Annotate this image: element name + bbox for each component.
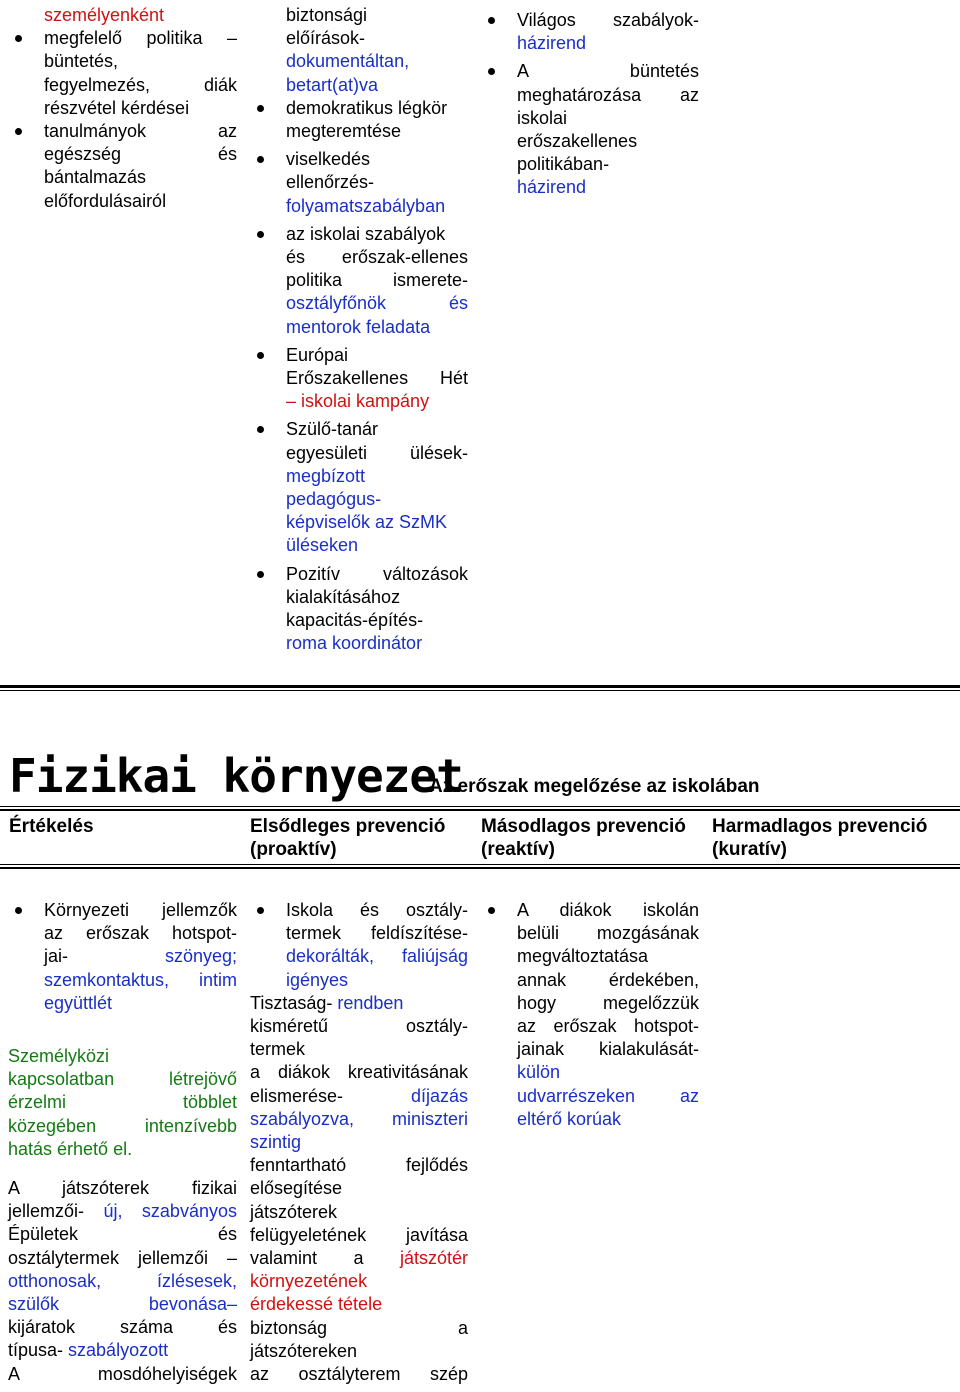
- header-label: Elsődleges prevenció: [250, 816, 446, 837]
- bullet-icon: [488, 17, 495, 24]
- list-item: [250, 344, 468, 414]
- text-line: A játszóterek fizikai: [8, 1178, 237, 1199]
- bullet-icon: [257, 105, 264, 112]
- text-line: osztályfőnök és: [286, 293, 468, 314]
- text-line: játszóterek: [250, 1201, 338, 1222]
- text-line: Erőszakellenes Hét: [286, 368, 468, 389]
- text-line: biztonsági: [286, 5, 368, 25]
- text-line: pedagógus-: [286, 489, 382, 510]
- section-title: Fizikai környezet: [9, 749, 463, 803]
- header-label: (reaktív): [481, 839, 555, 860]
- paragraph: [250, 992, 468, 1386]
- text-line: külön: [517, 1062, 561, 1083]
- column-header-primary: [250, 815, 445, 861]
- text-line: hatás érhető el.: [8, 1138, 133, 1159]
- bullet-icon: [257, 231, 264, 238]
- text-segment: típusa-: [8, 1340, 69, 1361]
- text-line: közegében intenzívebb: [8, 1115, 237, 1136]
- bullet-icon: [488, 68, 495, 75]
- text-line: Európai: [286, 344, 349, 365]
- list-item: [8, 899, 237, 1015]
- text-line: szemkontaktus, intim: [44, 969, 237, 990]
- text-line: játszótereken: [250, 1340, 358, 1361]
- text-line: iskolai: [517, 107, 568, 128]
- list-item: [250, 563, 468, 656]
- text-segment: Tisztaság-: [250, 992, 338, 1013]
- text-segment: valamint a: [250, 1248, 400, 1269]
- list-item: [8, 120, 237, 213]
- column-header-evaluation: [9, 815, 94, 838]
- text-line: tanulmányok az: [44, 121, 237, 142]
- text-line: megváltoztatása: [517, 946, 649, 967]
- text-line: roma koordinátor: [286, 633, 423, 654]
- text-line: A mosdóhelyiségek: [8, 1363, 237, 1384]
- text-segment: elismerése-: [250, 1085, 411, 1106]
- text-line: egyesületi ülések-: [286, 442, 468, 463]
- text-line: mentorok feladata: [286, 316, 431, 337]
- text-line: házirend: [517, 33, 587, 54]
- text-line: Világos szabályok-: [517, 10, 699, 30]
- text-line: együttlét: [44, 992, 113, 1013]
- text-line: dokumentáltan,: [286, 51, 410, 72]
- text-line: felügyeletének javítása: [250, 1224, 468, 1245]
- divider: [0, 809, 960, 811]
- text-line: házirend: [517, 177, 587, 198]
- top-column-1: [8, 4, 237, 218]
- text-line: A diákok iskolán: [517, 900, 699, 920]
- text-line: termek: [250, 1039, 306, 1060]
- text-segment: szönyeg;: [164, 946, 237, 967]
- text-line: részvétel kérdései: [44, 97, 190, 118]
- text-line: Környezeti jellemzők: [44, 900, 237, 920]
- text-line: érdekessé tétele: [250, 1294, 383, 1315]
- text-line: Pozitív változások: [286, 563, 468, 584]
- text-line: osztálytermek jellemzői –: [8, 1247, 237, 1268]
- text-line: megfelelő politika –: [44, 28, 237, 49]
- text-line: ellenőrzés-: [286, 172, 375, 193]
- text-line: betart(at)va: [286, 74, 379, 95]
- text-line: [44, 945, 237, 968]
- bullet-icon: [257, 426, 264, 433]
- bottom-column-2: [250, 899, 468, 1386]
- text-line: szintig: [250, 1132, 302, 1153]
- text-line: fegyelmezés, diák: [44, 74, 237, 95]
- text-line: szabályozva, miniszteri: [250, 1108, 468, 1129]
- list-item: [250, 148, 468, 218]
- bullet-icon: [257, 907, 264, 914]
- divider: [0, 867, 960, 869]
- text-line: kialakításához: [286, 586, 401, 607]
- list-item: [8, 27, 237, 120]
- top-column-3: [481, 9, 699, 205]
- text-line: eltérő korúak: [517, 1108, 622, 1129]
- text-line: az iskolai szabályok: [286, 223, 446, 244]
- bullet-icon: [15, 907, 22, 914]
- text-line: és erőszak-ellenes: [286, 247, 468, 268]
- text-line: – iskolai kampány: [286, 391, 430, 412]
- text-segment: új, szabványos: [103, 1201, 237, 1222]
- list-item: [250, 418, 468, 557]
- bullet-icon: [15, 128, 22, 135]
- text-line: politika ismerete-: [286, 270, 468, 291]
- text-line: hogy megelőzzük: [517, 992, 699, 1013]
- text-line: dekorálták, faliújság: [286, 946, 468, 967]
- list-item: [250, 4, 468, 97]
- bottom-column-1: [8, 899, 237, 1386]
- text-line: előfordulásairól: [44, 190, 167, 211]
- text-segment: jellemzői-: [8, 1201, 104, 1222]
- text-line: Személyközi: [8, 1046, 110, 1067]
- header-label: Másodlagos prevenció: [481, 816, 686, 837]
- text-segment: szabályozott: [68, 1340, 169, 1361]
- text-line: üléseken: [286, 535, 359, 556]
- header-label: Harmadlagos prevenció: [712, 816, 928, 837]
- text-line: udvarrészeken az: [517, 1085, 699, 1106]
- text-line: a diákok kreativitásának: [250, 1062, 468, 1083]
- divider: [0, 690, 960, 691]
- text-line: szülők bevonása–: [8, 1294, 237, 1315]
- bullet-icon: [257, 571, 264, 578]
- text-line: jainak kialakulását-: [517, 1039, 699, 1060]
- text-line: belüli mozgásának: [517, 923, 699, 944]
- bullet-icon: [488, 907, 495, 914]
- text-line: büntetés,: [44, 51, 119, 72]
- list-item: [481, 60, 699, 199]
- text-line: [8, 1339, 237, 1362]
- text-line: demokratikus légkör: [286, 97, 448, 118]
- text-line: környezetének: [250, 1271, 368, 1292]
- text-line: A büntetés: [517, 61, 699, 82]
- text-line: [250, 1085, 468, 1108]
- top-col1-heading: [8, 4, 237, 27]
- list-item: [250, 223, 468, 339]
- bottom-column-3: [481, 899, 699, 1136]
- text-line: biztonság a: [250, 1317, 468, 1338]
- text-line: Iskola és osztály-: [286, 900, 468, 920]
- column-header-tertiary: [712, 815, 927, 861]
- divider: [0, 806, 960, 807]
- text-line: megbízott: [286, 465, 366, 486]
- text-line: kisméretű osztály-: [250, 1016, 468, 1037]
- text-line: kapacitás-építés-: [286, 610, 424, 631]
- text-line: [8, 1200, 237, 1223]
- text-line: meghatározása az: [517, 84, 699, 105]
- text-line: [250, 1247, 468, 1270]
- top-column-2: [250, 4, 468, 660]
- text-line: előírások-: [286, 28, 366, 49]
- text-line: kijáratok száma és: [8, 1317, 237, 1338]
- header-label: (proaktív): [250, 839, 337, 860]
- text-line: Épületek és: [8, 1224, 237, 1245]
- bullet-icon: [257, 156, 264, 163]
- divider: [0, 685, 960, 688]
- text-line: [250, 992, 468, 1015]
- text-line: kapcsolatban létrejövő: [8, 1069, 237, 1090]
- bullet-icon: [257, 352, 264, 359]
- text-line: bántalmazás: [44, 167, 147, 188]
- paragraph: [8, 1177, 237, 1386]
- header-label: Értékelés: [9, 816, 94, 837]
- green-paragraph: [8, 1045, 237, 1161]
- section-subtitle: Az erőszak megelőzése az iskolában: [429, 776, 760, 797]
- list-item: [250, 97, 468, 143]
- text-line: igényes: [286, 969, 349, 990]
- text-line: az erőszak hotspot-: [517, 1016, 699, 1037]
- text-line: folyamatszabályban: [286, 195, 446, 216]
- text-line: személyenként: [44, 5, 165, 25]
- divider: [0, 864, 960, 865]
- text-line: képviselők az SzMK: [286, 512, 448, 533]
- text-line: érzelmi többlet: [8, 1092, 237, 1113]
- list-item: [250, 899, 468, 992]
- text-segment: rendben: [337, 992, 404, 1013]
- text-line: Szülő-tanár: [286, 419, 379, 440]
- text-segment: játszótér: [399, 1248, 468, 1269]
- bullet-icon: [15, 35, 22, 42]
- list-item: [481, 899, 699, 1131]
- text-line: elősegítése: [250, 1178, 343, 1199]
- text-line: otthonosak, ízlésesek,: [8, 1270, 237, 1291]
- column-header-secondary: [481, 815, 686, 861]
- header-label: (kuratív): [712, 839, 787, 860]
- text-line: termek feldíszítése-: [286, 923, 468, 944]
- list-item: [481, 9, 699, 55]
- text-segment: díjazás: [410, 1085, 468, 1106]
- text-line: politikában-: [517, 154, 610, 175]
- text-line: erőszakellenes: [517, 131, 638, 152]
- text-line: fenntartható fejlődés: [250, 1155, 468, 1176]
- text-line: az erőszak hotspot-: [44, 923, 237, 944]
- text-line: annak érdekében,: [517, 969, 699, 990]
- text-line: egészség és: [44, 144, 237, 165]
- text-line: viselkedés: [286, 149, 371, 170]
- text-line: megteremtése: [286, 121, 402, 142]
- text-line: az osztályterem szép: [250, 1364, 468, 1385]
- text-segment: jai-: [44, 946, 69, 967]
